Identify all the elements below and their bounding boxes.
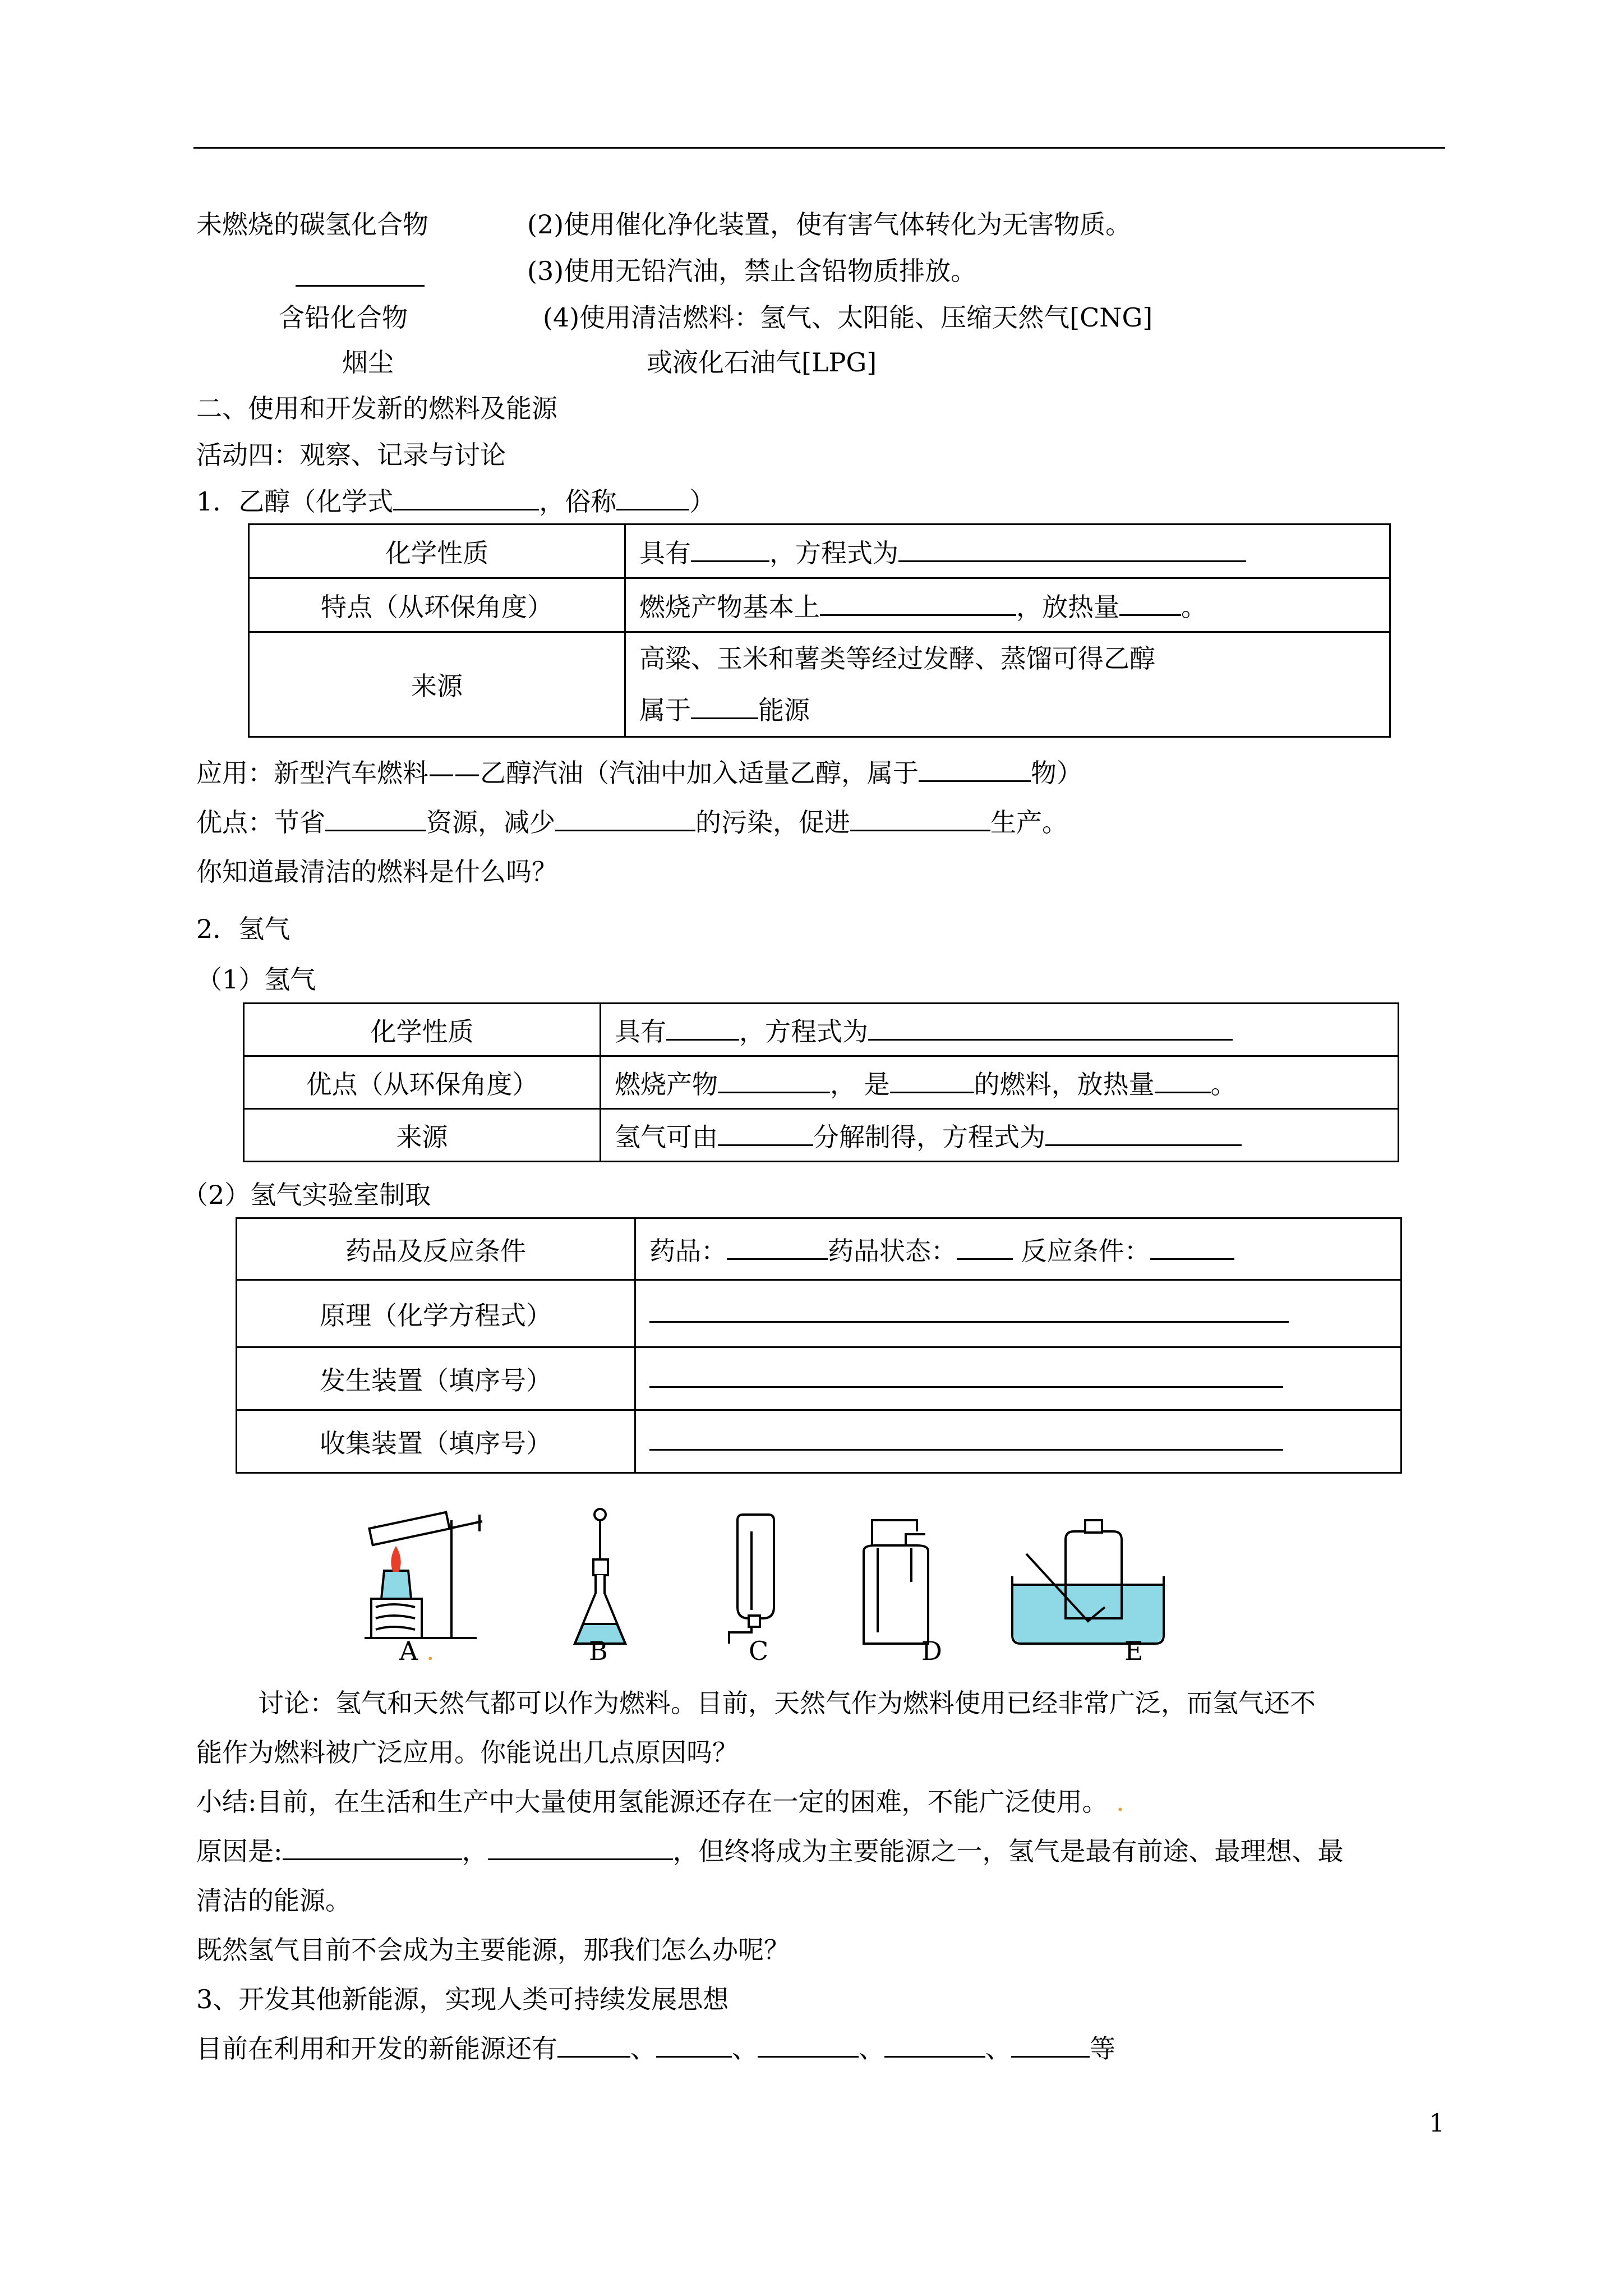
pollutant-soot: 烟尘 — [342, 347, 394, 378]
ethanol-row-label: 特点（从环保角度） — [249, 578, 625, 632]
page-number: 1 — [1429, 2109, 1445, 2138]
activity4-heading: 活动四：观察、记录与讨论 — [196, 440, 506, 470]
question2: 既然氢气目前不会成为主要能源，那我们怎么办呢？ — [196, 1935, 790, 1965]
label-e: E — [1124, 1636, 1144, 1666]
lab-row-label: 发生装置（填序号） — [237, 1347, 635, 1410]
label-a: A . — [399, 1636, 435, 1666]
hydrogen-sub2: （2）氢气实验室制取 — [182, 1180, 431, 1210]
ethanol-advantage: 优点：节省 资源，减少 的污染，促进 生产。 — [196, 807, 1068, 838]
lab-row-value — [635, 1410, 1401, 1473]
hydrogen-row-value: 燃烧产物 ， 是 的燃料，放热量 。 — [601, 1056, 1399, 1109]
hydrogen-row-value: 氢气可由 分解制得，方程式为 — [601, 1109, 1399, 1162]
hydrogen-row-label: 来源 — [244, 1109, 601, 1162]
apparatus-c-icon — [729, 1515, 774, 1644]
hydrogen-heading: 2．氢气 — [196, 914, 291, 944]
hydrogen-row-label: 优点（从环保角度） — [244, 1056, 601, 1109]
new-energy-line: 目前在利用和开发的新能源还有 、 、 、 、 等 — [196, 2033, 1115, 2064]
lab-prep-table — [236, 1217, 1402, 1474]
ethanol-row-value: 具有 ，方程式为 — [625, 524, 1390, 578]
discussion-line1: 讨论：氢气和天然气都可以作为燃料。目前，天然气作为燃料使用已经非常广泛，而氢气还不 — [258, 1688, 1316, 1718]
ethanol-heading: 1．乙醇（化学式 ，俗称 ） — [196, 486, 716, 517]
hydrogen-sub1: （1）氢气 — [196, 964, 316, 995]
hydrogen-table — [243, 1002, 1399, 1162]
summary: 小结:目前，在生活和生产中大量使用氢能源还存在一定的困难，不能广泛使用。 . — [196, 1787, 1124, 1817]
pollutant-lead: 含铅化合物 — [279, 302, 408, 333]
apparatus-a-icon — [365, 1512, 482, 1638]
measure-4-cont: 或液化石油气[LPG] — [647, 347, 877, 378]
section2-title: 二、使用和开发新的燃料及能源 — [196, 393, 557, 424]
ethanol-table — [248, 523, 1391, 738]
apparatus-e-icon — [1012, 1520, 1164, 1644]
ethanol-row-value: 高粱、玉米和薯类等经过发酵、蒸馏可得乙醇 属于 能源 — [625, 632, 1390, 737]
ethanol-application: 应用：新型汽车燃料——乙醇汽油（汽油中加入适量乙醇，属于 物） — [196, 758, 1082, 788]
hydrogen-row-label: 化学性质 — [244, 1004, 601, 1056]
section3-title: 3、开发其他新能源，实现人类可持续发展思想 — [196, 1984, 729, 2014]
ethanol-row-label: 来源 — [249, 632, 625, 737]
apparatus-figures — [336, 1487, 1290, 1666]
measure-2: (2)使用催化净化装置，使有害气体转化为无害物质。 — [527, 209, 1132, 240]
lab-row-label: 原理（化学方程式） — [237, 1280, 635, 1347]
lab-row-value — [635, 1280, 1401, 1347]
lab-row-label: 药品及反应条件 — [237, 1218, 635, 1280]
apparatus-d-icon — [864, 1520, 928, 1644]
lab-row-label: 收集装置（填序号） — [237, 1410, 635, 1473]
hydrogen-row-value: 具有 ，方程式为 — [601, 1004, 1399, 1056]
pollutant-hydrocarbon: 未燃烧的碳氢化合物 — [196, 209, 428, 240]
lab-row-value: 药品： 药品状态： 反应条件： — [635, 1218, 1401, 1280]
label-c: C — [749, 1636, 769, 1666]
apparatus-b-icon — [575, 1509, 625, 1644]
lab-row-value — [635, 1347, 1401, 1410]
measure-4: (4)使用清洁燃料：氢气、太阳能、压缩天然气[CNG] — [543, 302, 1153, 333]
discussion-line2: 能作为燃料被广泛应用。你能说出几点原因吗？ — [196, 1737, 738, 1768]
label-b: B — [589, 1636, 608, 1666]
pollutant-blank — [296, 258, 425, 287]
ethanol-row-value: 燃烧产物基本上 ，放热量 。 — [625, 578, 1390, 632]
ethanol-row-label: 化学性质 — [249, 524, 625, 578]
reason-cont: 清洁的能源。 — [196, 1885, 351, 1916]
cleanest-fuel-question: 你知道最清洁的燃料是什么吗？ — [196, 857, 557, 887]
measure-3: (3)使用无铅汽油，禁止含铅物质排放。 — [527, 256, 977, 286]
reason-line: 原因是: ， ，但终将成为主要能源之一，氢气是最有前途、最理想、最 — [196, 1836, 1344, 1866]
header-rule — [193, 147, 1445, 149]
label-d: D — [921, 1636, 942, 1666]
